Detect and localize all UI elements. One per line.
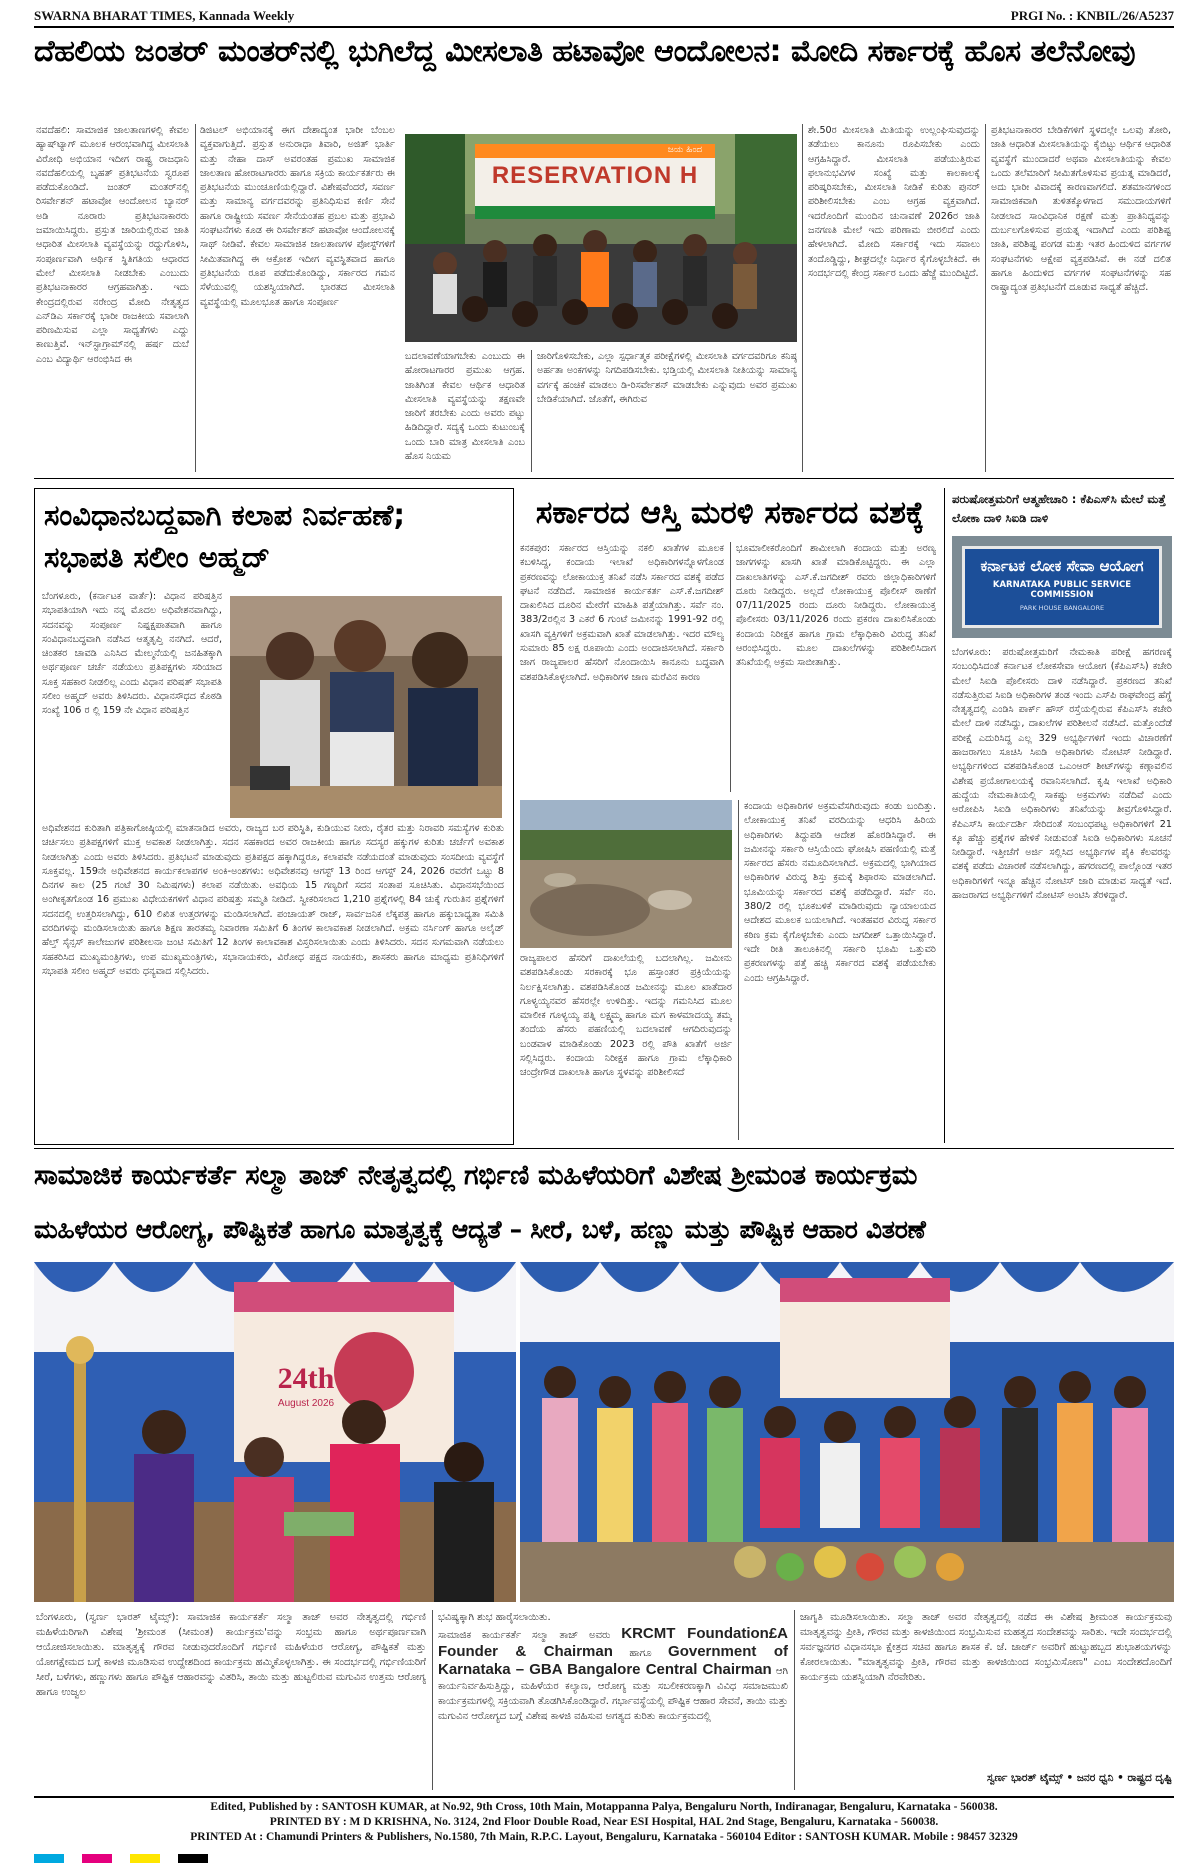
section-rule [34,478,1174,479]
top-story-col1: ನವದೆಹಲಿ: ಸಾಮಾಜಿಕ ಜಾಲತಾಣಗಳಲ್ಲಿ ಕೇವಲ ಹ್ಯಾಷ್‌ಟ್ಯಾಗ್ ಮೂಲಕ ಆರಂಭವಾಗಿದ್ದ ಮೀಸಲಾತಿ ವಿರೋಧಿ ಅಭಿಯಾನ ಇದೀಗ ರಾಷ್ಟ್ರ ರಾಜಧಾನಿ ನವದೆಹಲಿಯಲ್ಲಿ ಬೃಹತ್ ಪ್ರತಿಭಟನೆಯ ಸ್ವರೂಪ ಪಡೆದುಕೊಂಡಿದೆ. ಜಂತರ್ ಮಂತರ್‌ನಲ್ಲಿ ರಿಸರ್ವೇಶನ್ ಹಟಾವೋ ಆಂದೋಲನ ಬ್ಯಾನರ್ ಅಡಿ ನೂರಾರು ಪ್ರತಿಭಟನಾಕಾರರು ಜಮಾಯಿಸಿದ್ದರು. ಪ್ರಸ್ತುತ ಜಾರಿಯಲ್ಲಿರುವ ಜಾತಿ ಆಧಾರಿತ ಮೀಸಲಾತಿ ವ್ಯವಸ್ಥೆಯನ್ನು ರದ್ದುಗೊಳಿಸಿ, ಸಂಪೂರ್ಣವಾಗಿ ಆರ್ಥಿಕ ಸ್ಥಿತಿಗತಿಯ ಆಧಾರದ ಮೇಲೆ ಮೀಸಲಾತಿ ನೀಡಬೇಕು ಎಂಬುದು ಪ್ರತಿಭಟನಾಕಾರರ ಆಗ್ರಹವಾಗಿತ್ತು. ಇದು ಕೇಂದ್ರದಲ್ಲಿರುವ ನರೇಂದ್ರ ಮೋದಿ ನೇತೃತ್ವದ ಎನ್‌ಡಿಎ ಸರ್ಕಾರಕ್ಕೆ ಭಾರೀ ರಾಜಕೀಯ ಸವಾಲಾಗಿ ಪರಿಣಮಿಸುವ ಎಲ್ಲಾ ಸಾಧ್ಯತೆಗಳು ಎದ್ದು ಕಾಣುತ್ತಿವೆ. ಇನ್‌ಸ್ಟಾಗ್ರಾಮ್‌ನಲ್ಲಿ ಹರ್ಷ ದುಬೆ ಎಂಬ ವಿದ್ಯಾರ್ಥಿ ಆರಂಭಿಸಿದ ಈ [36,125,189,365]
ceremony-photo-right [520,1262,1174,1602]
banner-top-text: ಜಯ ಹಿಂದ [667,145,703,155]
top-story-col5: ಶೇ.50ರ ಮೀಸಲಾತಿ ಮಿತಿಯನ್ನು ಉಲ್ಲಂಘಿಸುವುದನ್ನು ತಡೆಯಲು ಕಾನೂನು ರೂಪಿಸಬೇಕು ಎಂದು ಆಗ್ರಹಿಸಿದ್ದಾರೆ. ಮೀಸಲಾತಿ ಪಡೆಯುತ್ತಿರುವ ಫಲಾನುಭವಿಗಳ ಸಂಖ್ಯೆ ಮತ್ತು ಕಾಲಕಾಲಕ್ಕೆ ಪರಿಷ್ಕರಿಸಬೇಕು, ಮೀಸಲಾತಿ ನೀಡಿಕೆ ಕುರಿತು ಪುನರ್ ಪರಿಶೀಲಿಸಬೇಕು ಎಂಬ ಆಗ್ರಹ ವ್ಯಕ್ತವಾಗಿದೆ. ಇದರೊಂದಿಗೆ ಮುಂದಿನ ಚುನಾವಣೆ 2026ರ ಜಾತಿ ಜನಗಣತಿ ಮೇಲೆ ಇದು ಪರಿಣಾಮ ಬೀರಲಿದೆ ಎಂದು ಹೇಳಲಾಗಿದೆ. ಮೋದಿ ಸರ್ಕಾರಕ್ಕೆ ಇದು ಸವಾಲು ತಂದೊಡ್ಡಿದ್ದು, ಶೀಘ್ರದಲ್ಲೇ ನಿರ್ಧಾರ ಕೈಗೊಳ್ಳಬೇಕಿದೆ. ಈ ಸಂದರ್ಭದಲ್ಲಿ ಕೇಂದ್ರ ಸರ್ಕಾರ ಒಂದು ಹೆಜ್ಜೆ ಮುಂದಿಟ್ಟಿದೆ. [808,125,980,279]
column-divider [730,542,731,792]
kpsc-sign [962,546,1162,628]
column-divider [738,800,739,1140]
bottom-col2 [438,1610,788,1790]
top-story-col2: ಡಿಜಿಟಲ್ ಅಭಿಯಾನಕ್ಕೆ ಈಗ ದೇಶಾದ್ಯಂತ ಭಾರೀ ಬೆಂಬಲ ವ್ಯಕ್ತವಾಗುತ್ತಿದೆ. ಪ್ರಸ್ತುತ ಅನುರಾಧಾ ತಿವಾರಿ, ಅಜಿತ್ ಭಾರ್ತಿ ಮತ್ತು ನೇಹಾ ದಾಸ್ ಅವರಂತಹ ಪ್ರಮುಖ ಸಾಮಾಜಿಕ ಜಾಲತಾಣ ಹೋರಾಟಗಾರರು ಹಾಗೂ ಸಕ್ರಿಯ ಕಾರ್ಯಕರ್ತರು ಈ ಪ್ರತಿಭಟನೆಯ ಮುಂಚೂಣಿಯಲ್ಲಿದ್ದಾರೆ. ವಿಶೇಷವೆಂದರೆ, ಸವರ್ಣ ಮತ್ತು ಸಾಮಾನ್ಯ ವರ್ಗದವರನ್ನು ಪ್ರತಿನಿಧಿಸುವ ಕರ್ಣಿ ಸೇನೆ ಹಾಗೂ ರಾಷ್ಟ್ರೀಯ ಸವರ್ಣ ಸೇನೆಯಂತಹ ಪ್ರಬಲ ಮತ್ತು ಪ್ರಭಾವಿ ಸಂಘಟನೆಗಳು ಕೂಡ ಈ ರಿಸರ್ವೇಶನ್ ಹಟಾವೋ ಆಂದೋಲನಕ್ಕೆ ಸಾಥ್ ನೀಡಿವೆ. ಕೇವಲ ಸಾಮಾಜಿಕ ಜಾಲತಾಣಗಳ ಪೋಸ್ಟ್‌ಗಳಿಗೆ ಸೀಮಿತವಾಗಿದ್ದ ಈ ಆಕ್ರೋಶ ಇದೀಗ ವ್ಯವಸ್ಥಿತವಾದ ಹಾಗೂ ಪ್ರತಿಭಟನೆಯ ರೂಪ ಪಡೆದುಕೊಂಡಿದ್ದು, ಸರ್ಕಾರದ ಗಮನ ಸೆಳೆಯುವಲ್ಲಿ ಯಶಸ್ವಿಯಾಗಿದೆ. ಭಾರತದ ಮೀಸಲಾತಿ ವ್ಯವಸ್ಥೆಯಲ್ಲಿ ಮೂಲಭೂತ ಹಾಗೂ ಸಂಪೂರ್ಣ [200,125,395,308]
kpsc-photo [952,536,1172,638]
protest-photo [405,134,797,342]
registration-swatch-black [178,1854,208,1863]
kpsc-body: ಬೆಂಗಳೂರು: ಪರುಷೋತ್ತಮರಿಗೆ ನೇಮಕಾತಿ ಪರೀಕ್ಷೆ ಹಗರಣಕ್ಕೆ ಸಂಬಂಧಿಸಿದಂತೆ ಕರ್ನಾಟಕ ಲೋಕಸೇವಾ ಆಯೋಗ (ಕೆಪಿಎಸ್‌ಸಿ) ಕಚೇರಿ ಮೇಲೆ ಸಿಐಡಿ ಪೊಲೀಸರು ದಾಳಿ ನಡೆಸಿದ್ದಾರೆ. ಪ್ರಕರಣದ ತನಿಖೆ ನಡೆಸುತ್ತಿರುವ ಸಿಐಡಿ ಅಧಿಕಾರಿಗಳ ತಂಡ ಇಂದು ಎಸ್‌ಪಿ ರಾಘವೇಂದ್ರ ಹೆಗ್ಡೆ ನೇತೃತ್ವದಲ್ಲಿ ಎಂಡಿಸಿ ಪಾರ್ಕ್ ಹೌಸ್ ರಸ್ತೆಯಲ್ಲಿರುವ ಕೆಪಿಎಸ್‌ಸಿ ಕಚೇರಿ ಮೇಲೆ ದಾಳಿ ನಡೆಸಿದ್ದು, ದಾಖಲೆಗಳ ಪರಿಶೀಲನೆ ನಡೆಸಿದೆ. ಮತ್ತೊಂದೆಡೆ ಪರೀಕ್ಷೆ ಎದುರಿಸಿದ್ದ ಎಲ್ಲ 329 ಅಭ್ಯರ್ಥಿಗಳಿಗೆ ಇಂದು ವಿಚಾರಣೆಗೆ ಹಾಜರಾಗಲು ಸೂಚಿಸಿ ಸಿಐಡಿ ಅಧಿಕಾರಿಗಳು ನೋಟಿಸ್ ನೀಡಿದ್ದಾರೆ. ಅಭ್ಯರ್ಥಿಗಳಿಂದ ವಶಪಡಿಸಿಕೊಂಡ ಒಎಂಆರ್ ಶೀಟ್‌ಗಳನ್ನು ಕಣ್ಗಾವಲಿನ ವಿಶೇಷ ಪ್ರಯೋಗಾಲಯಕ್ಕೆ ರವಾನಿಸಲಾಗಿದೆ. ಕೃಷಿ ಇಲಾಖೆ ಅಧಿಕಾರಿ ಹುದ್ದೆಯ ನೇಮಕಾತಿಯಲ್ಲಿ ಸಾಕಷ್ಟು ಅಕ್ರಮಗಳು ನಡೆದಿವೆ ಎಂದು ಆರೋಪಿಸಿ ಸಿಐಡಿ ಅಧಿಕಾರಿಗಳು ತನಿಖೆಯನ್ನು ತೀವ್ರಗೊಳಿಸಿದ್ದಾರೆ. ಕೆಪಿಎಸ್‌ಸಿ ಕಾರ್ಯದರ್ಶಿ ಸೇರಿದಂತೆ ಸಂಬಂಧಪಟ್ಟ ಅಧಿಕಾರಿಗಳಿಗೆ 21 ಕ್ಕೂ ಹೆಚ್ಚು ಪ್ರಶ್ನೆಗಳ ಹೇಳಿಕೆ ನೀಡುವಂತೆ ಸಿಐಡಿ ಅಧಿಕಾರಿಗಳು ಸೂಚನೆ ನೀಡಿದ್ದಾರೆ. ಇತ್ತೀಚೆಗೆ ಅರ್ಜಿ ಸಲ್ಲಿಸಿದ ಅಭ್ಯರ್ಥಿಗಳ ಪೈಕಿ ಕೆಲವರನ್ನು ವಶಕ್ಕೆ ಪಡೆದು ವಿಚಾರಣೆ ನಡೆಸಲಾಗಿದ್ದು, ಹಗರಣದಲ್ಲಿ ಪಾಲ್ಗೊಂಡ ಇತರ ಅಧಿಕಾರಿಗಳಿಗೆ ಇನ್ನೂ ಹೆಚ್ಚಿನ ನೋಟಿಸ್ ಜಾರಿ ಮಾಡುವ ಸಾಧ್ಯತೆ ಇದೆ. ಹಾಜರಾಗದ ಅಭ್ಯರ್ಥಿಗಳಿಗೆ ನೋಟಿಸ್ ಅಂಟಿಸಿ ತೆರಳಿದ್ದಾರೆ. [952,647,1172,902]
registration-swatch-cyan [34,1854,64,1863]
column-divider [195,124,196,472]
top-story-headline: ದೆಹಲಿಯ ಜಂತರ್ ಮಂತರ್‌ನಲ್ಲಿ ಭುಗಿಲೆದ್ದ ಮೀಸಲಾತಿ ಹಟಾವೋ ಆಂದೋಲನ: ಮೋದಿ ಸರ್ಕಾರಕ್ಕೆ ಹೊಸ ತಲೆನೋವು [34,34,1136,69]
masthead-rule [34,26,1174,28]
kpsc-sign-sub: PARK HOUSE BANGALORE [1019,604,1105,612]
bottom-col2-founder: KRCMT Foundation£A Founder & Chairman [438,1625,788,1660]
bottom-tagline: ಸ್ವರ್ಣ ಭಾರತ್ ಟೈಮ್ಸ್ • ಜನರ ಧ್ವನಿ • ರಾಷ್ಟ್ರದ ದೃಷ್ಟಿ [987,1772,1172,1784]
bottom-col2-mid: ಹಾಗೂ [629,1648,652,1659]
bottom-headline1: ಸಾಮಾಜಿಕ ಕಾರ್ಯಕರ್ತೆ ಸಲ್ಮಾ ತಾಜ್ ನೇತೃತ್ವದಲ್ಲಿ ಗರ್ಭಿಣಿ ಮಹಿಳೆಯರಿಗೆ ವಿಶೇಷ ಶ್ರೀಮಂತ ಕಾರ್ಯಕ್ರಮ [34,1160,918,1191]
story-three-headline: ಸರ್ಕಾರದ ಆಸ್ತಿ ಮರಳಿ ಸರ್ಕಾರದ ವಶಕ್ಕೆ [535,495,925,531]
land-photo [520,800,732,948]
top-story-col4: ಜಾರಿಗೊಳಿಸಬೇಕು, ಎಲ್ಲಾ ಸ್ಪರ್ಧಾತ್ಮಕ ಪರೀಕ್ಷೆಗಳಲ್ಲಿ ಮೀಸಲಾತಿ ವರ್ಗದವರಿಗೂ ಕನಿಷ್ಠ ಅರ್ಹತಾ ಅಂಕಗಳನ್ನು ನಿಗದಿಪಡಿಸಬೇಕು. ಭಡ್ತಿಯಲ್ಲಿ ಮೀಸಲಾತಿ ನೀತಿಯನ್ನು ಸಾಮಾನ್ಯ ವರ್ಗಕ್ಕೆ ಹಂಚಿಕೆ ಮಾಡಲು ಡಿ-ರಿಸರ್ವೇಶನ್ ಮಾಡಬೇಕು ಎನ್ನುವುದು ಅವರ ಪ್ರಮುಖ ಬೇಡಿಕೆಯಾಗಿದೆ. ಜೊತೆಗೆ, ಈಗಿರುವ [537,351,797,405]
masthead [34,4,1174,26]
kpsc-sign-kannada: ಕರ್ನಾಟಕ ಲೋಕ ಸೇವಾ ಆಯೋಗ [980,557,1144,575]
footer-publisher: Edited, Published by : SANTOSH KUMAR, at No.92, 9th Cross, 10th Main, Motappanna Palya, Bengaluru North, Indiranagar, Bengaluru, Karnataka - 560038. [210,1801,998,1813]
speaker-photo [230,596,502,818]
story-three-col1: ಕನಕಪುರ: ಸರ್ಕಾರದ ಆಸ್ತಿಯನ್ನು ನಕಲಿ ಖಾತೆಗಳ ಮೂಲಕ ಕಬಳಿಸಿದ್ದ, ಕಂದಾಯ ಇಲಾಖೆ ಅಧಿಕಾರಿಗಳನ್ನೊಳಗೊಂಡ ಪ್ರಕರಣವನ್ನು ಲೋಕಾಯುಕ್ತ ತನಿಖೆ ನಡೆಸಿ ಸರ್ಕಾರದ ವಶಕ್ಕೆ ಪಡೆದ ಘಟನೆ ನಡೆದಿದೆ. ಸಾಮಾಜಿಕ ಕಾರ್ಯಕರ್ತ ಎಸ್.ಕೆ.ಜಗದೀಶ್ ದಾಖಲಿಸಿದ ದೂರಿನ ಮೇರೆಗೆ ಮಾಹಿತಿ ಪತ್ತೆಯಾಗಿತ್ತು. ಸರ್ವೆ ನಂ. 383/2ರಲ್ಲಿನ 3 ಎಕರೆ 6 ಗುಂಟೆ ಜಮೀನನ್ನು 1991-92 ರಲ್ಲಿ ಖಾಸಗಿ ವ್ಯಕ್ತಿಗಳಿಗೆ ಅಕ್ರಮವಾಗಿ ಖಾತೆ ಮಾಡಲಾಗಿತ್ತು. ಇದರ ಮೌಲ್ಯ ಸುಮಾರು 85 ಲಕ್ಷ ರೂಪಾಯಿ ಎಂದು ಅಂದಾಜಿಸಲಾಗಿದೆ. ಸರ್ಕಾರಿ ಜಾಗ ರಾಜ್ಯಪಾಲರ ಹೆಸರಿಗೆ ನೊಂದಾಯಿಸಿ ಕಾನೂನು ಬದ್ಧವಾಗಿ ವಶಪಡಿಸಿಕೊಳ್ಳಲಾಗಿದೆ. ಅಧಿಕಾರಿಗಳ ಜಾಣ ಮರೆವಿನ ಕಾರಣ [520,543,724,683]
bottom-col3: ಜಾಗೃತಿ ಮೂಡಿಸಲಾಯಿತು. ಸಲ್ಮಾ ತಾಜ್ ಅವರ ನೇತೃತ್ವದಲ್ಲಿ ನಡೆದ ಈ ವಿಶೇಷ ಶ್ರೀಮಂತ ಕಾರ್ಯಕ್ರಮವು ಮಾತೃತ್ವವನ್ನು ಪ್ರೀತಿ, ಗೌರವ ಮತ್ತು ಕಾಳಜಿಯಿಂದ ಸಂಭ್ರಮಿಸುವ ಮಹತ್ವದ ಸಂದೇಶವನ್ನು ಸಾರಿತು. ಇದೇ ಸಂದರ್ಭದಲ್ಲಿ ಸರ್ವಜ್ಞನಗರ ವಿಧಾನಸಭಾ ಕ್ಷೇತ್ರದ ಸಚಿವ ಹಾಗೂ ಶಾಸಕ ಕೆ. ಜೆ. ಜಾರ್ಜ್ ಅವರಿಗೆ ಹುಟ್ಟುಹಬ್ಬದ ಶುಭಾಶಯಗಳನ್ನು ಕೋರಲಾಯಿತು. "ಮಾತೃತ್ವವನ್ನು ಪ್ರೀತಿ, ಗೌರವ ಮತ್ತು ಕಾಳಜಿಯಿಂದ ಸಂಭ್ರಮಿಸೋಣ" ಎಂಬ ಸಂದೇಶದೊಂದಿಗೆ ಕಾರ್ಯಕ್ರಮ ಯಶಸ್ವಿಯಾಗಿ ನೆರವೇರಿತು. [800,1612,1172,1683]
banner-text: RESERVATION H [491,162,699,189]
bottom-col2-rest: ಆಗಿ ಕಾರ್ಯನಿರ್ವಹಿಸುತ್ತಿದ್ದು, ಮಹಿಳೆಯರ ಕಲ್ಯಾಣ, ಆರೋಗ್ಯ ಮತ್ತು ಸಬಲೀಕರಣಕ್ಕಾಗಿ ವಿವಿಧ ಸಮಾಜಮುಖಿ ಕಾರ್ಯಕ್ರಮಗಳಲ್ಲಿ ಸಕ್ರಿಯವಾಗಿ ತೊಡಗಿಸಿಕೊಂಡಿದ್ದಾರೆ. ಗರ್ಭಾವಸ್ಥೆಯಲ್ಲಿ ಪೌಷ್ಟಿಕ ಆಹಾರ ಸೇವನೆ, ತಾಯಿ ಮತ್ತು ಮಗುವಿನ ಆರೋಗ್ಯದ ಬಗ್ಗೆ ವಿಶೇಷ ಕಾಳಜಿ ವಹಿಸುವ ಅಗತ್ಯದ ಕುರಿತು ಕಾರ್ಯಕ್ರಮದಲ್ಲಿ [438,1666,788,1722]
bottom-col2-pre: ಸಾಮಾಜಿಕ ಕಾರ್ಯಕರ್ತೆ ಸಲ್ಮಾ ತಾಜ್ ಅವರು [438,1630,611,1641]
column-divider [432,1610,433,1790]
top-story-col3: ಬದಲಾವಣೆಯಾಗಬೇಕು ಎಂಬುದು ಈ ಹೋರಾಟಗಾರರ ಪ್ರಮುಖ ಆಗ್ರಹ. ಜಾತಿಗಿಂತ ಕೇವಲ ಆರ್ಥಿಕ ಆಧಾರಿತ ಮೀಸಲಾತಿ ವ್ಯವಸ್ಥೆಯನ್ನು ತಕ್ಷಣವೇ ಜಾರಿಗೆ ತರಬೇಕು ಎಂದು ಅವರು ಪಟ್ಟು ಹಿಡಿದಿದ್ದಾರೆ. ಸದ್ಯಕ್ಕೆ ಒಂದು ಕುಟುಂಬಕ್ಕೆ ಒಂದು ಬಾರಿ ಮಾತ್ರ ಮೀಸಲಾತಿ ಎಂಬ ಹೊಸ ನಿಯಮ [405,351,525,463]
story-three-col2: ಭೂಮಾಲೀಕರೊಂದಿಗೆ ಶಾಮೀಲಾಗಿ ಕಂದಾಯ ಮತ್ತು ಅರಣ್ಯ ಜಾಗಗಳನ್ನು ಖಾಸಗಿ ಖಾತೆ ಮಾಡಿಕೊಟ್ಟಿದ್ದರು. ಈ ಎಲ್ಲಾ ದಾಖಲಾತಿಗಳನ್ನು ಎಸ್.ಕೆ.ಜಗದೀಶ್ ರವರು ಜಿಲ್ಲಾಧಿಕಾರಿಗಳಿಗೆ ದೂರು ನೀಡಿದ್ದರು. ಅಲ್ಲದೆ ಲೋಕಾಯುಕ್ತ ಪೊಲೀಸ್ ಠಾಣೆಗೆ 07/11/2025 ರಂದು ದೂರು ನೀಡಿದ್ದರು. ಲೋಕಾಯುಕ್ತ ಪೊಲೀಸರು 03/11/2026 ರಂದು ಪ್ರಕರಣ ದಾಖಲಿಸಿಕೊಂಡು ಕಂದಾಯ ನಿರೀಕ್ಷಕ ಹಾಗೂ ಗ್ರಾಮ ಲೆಕ್ಕಾಧಿಕಾರಿ ವಿರುದ್ಧ ತನಿಖೆ ಆರಂಭಿಸಿದ್ದರು. ಮೂಲ ದಾಖಲೆಗಳನ್ನು ಪರಿಶೀಲಿಸಿದಾಗ ತನಿಖೆಯಲ್ಲಿ ಅಕ್ರಮ ಸಾಬೀತಾಗಿತ್ತು. [736,543,936,669]
section-rule [34,1148,1174,1149]
story-two-body: ಅಧಿವೇಶನದ ಕುರಿತಾಗಿ ಪತ್ರಿಕಾಗೋಷ್ಠಿಯಲ್ಲಿ ಮಾತನಾಡಿದ ಅವರು, ರಾಜ್ಯದ ಬರ ಪರಿಸ್ಥಿತಿ, ಕುಡಿಯುವ ನೀರು, ರೈತರ ಮತ್ತು ನಿರಾವರಿ ಸಮಸ್ಯೆಗಳ ಕುರಿತು ಚರ್ಚಿಸಲು ಪ್ರತಿಪಕ್ಷಗಳಿಗೆ ಮುಕ್ತ ಅವಕಾಶ ನೀಡಲಾಗಿತ್ತು. ಸದನ ಸಹಕಾರದ ಅವರ ರಾಜಕೀಯ ಹಾಗೂ ಸದಸ್ಯರ ಹಕ್ಕುಗಳ ಕುರಿತು ಚರ್ಚೆಗೆ ಅವಕಾಶ ನೀಡಲಾಗಿತ್ತು ಎಂದು ಅವರು ತಿಳಿಸಿದರು. ಪ್ರತಿಭಟನೆ ಮಾಡುವುದು ಪ್ರತಿಪಕ್ಷದ ಹಕ್ಕಾಗಿದ್ದರೂ, ಕಲಾಪವೇ ನಡೆಯದಂತೆ ಮಾಡುವುದು ಸಂಸದೀಯ ವ್ಯವಸ್ಥೆಗೆ ಸೂಕ್ತವಲ್ಲ. 159ನೇ ಅಧಿವೇಶನದ ಕಾರ್ಯಕಲಾಪಗಳ ಅಂಕಿ-ಅಂಶಗಳು: ಅಧಿವೇಶನವು ಆಗಸ್ಟ್ 13 ರಿಂದ ಆಗಸ್ಟ್ 24, 2026 ರವರೆಗೆ ಒಟ್ಟು 8 ದಿನಗಳ ಕಾಲ (25 ಗಂಟೆ 30 ನಿಮಿಷಗಳು) ಕಲಾಪ ನಡೆಯಿತು. ಅವಧಿಯ 15 ಗಣ್ಯರಿಗೆ ಸದನ ಸಂತಾಪ ಸೂಚಿಸಿತು. ವಿಧಾನಸಭೆಯಿಂದ ಅಂಗೀಕೃತಗೊಂಡ 16 ಪ್ರಮುಖ ವಿಧೇಯಕಗಳಿಗೆ ವಿಧಾನ ಪರಿಷತ್ತು ಸಮ್ಮತಿ ನೀಡಿದೆ. ಸ್ವೀಕರಿಸಲಾದ 1,210 ಪ್ರಶ್ನೆಗಳಲ್ಲಿ 84 ಚುಕ್ಕೆ ಗುರುತಿನ ಪ್ರಶ್ನೆಗಳಿಗೆ ಸದನದಲ್ಲಿ ಉತ್ತರಿಸಲಾಗಿದ್ದು, 610 ಲಿಖಿತ ಉತ್ತರಗಳನ್ನು ಮಂಡಿಸಲಾಗಿದೆ. ಪಂಚಾಯತ್ ರಾಜ್, ಸಾರ್ವಜನಿಕ ಲೆಕ್ಕಪತ್ರ ಹಾಗೂ ಹಕ್ಕುಬಾಧ್ಯತಾ ಸಮಿತಿ ವರದಿಗಳನ್ನು ಮಂಡಿಸಲಾಯಿತು ಹಾಗೂ ಶಿಕ್ಷಣ ತಾರತಮ್ಯ ನಿವಾರಣಾ ಸಮಿತಿಗೆ 6 ತಿಂಗಳ ಕಾಲಾವಕಾಶ ನೀಡಲಾಗಿದೆ. ಅಕ್ರಮ ನರ್ಸಿಂಗ್ ಹಾಗೂ ಅಲೈಡ್ ಹೆಲ್ತ್ ಸೈನ್ಸಸ್ ಕಾಲೇಜುಗಳ ಪರಿಶೀಲನಾ ಜಂಟಿ ಸಮಿತಿಗೆ 12 ತಿಂಗಳ ಕಾಲಾವಕಾಶ ವಿಸ್ತರಿಸಲಾಯಿತು ಎಂದು ತಿಳಿಸಿದರು. ಸದನ ಸುಗಮವಾಗಿ ನಡೆಯಲು ಸಹಕರಿಸಿದ ಮುಖ್ಯಮಂತ್ರಿಗಳು, ಉಪ ಮುಖ್ಯಮಂತ್ರಿಗಳು, ಸಭಾನಾಯಕರು, ವಿರೋಧ ಪಕ್ಷದ ನಾಯಕರು, ಶಾಸಕರು ಹಾಗೂ ಮಾಧ್ಯಮ ಪ್ರತಿನಿಧಿಗಳಿಗೆ ಸಭಾಪತಿ ಸಲೀಂ ಅಹ್ಮದ್ ಅವರು ಧನ್ಯವಾದ ಸಲ್ಲಿಸಿದರು. [42,823,504,977]
bottom-col2-chairman: Government of Karnataka – GBA Bangalore Central Chairman [438,1643,788,1678]
registration-swatch-yellow [130,1854,160,1863]
column-divider [794,1610,795,1790]
bottom-col2-top: ಭವಿಷ್ಯಕ್ಕಾಗಿ ಶುಭ ಹಾರೈಸಲಾಯಿತು. [438,1612,551,1623]
column-divider [985,124,986,472]
kpsc-sign-english: KARNATAKA PUBLIC SERVICE COMMISSION [992,580,1132,600]
ceremony-photo-right-illustration [520,1262,1174,1602]
story-two-headline-line2: ಸಭಾಪತಿ ಸಲೀಂ ಅಹ್ಮದ್ [44,540,270,574]
masthead-registration: PRGI No. : KNBIL/26/A5237 [1010,8,1174,23]
footer-imprint [34,1800,1174,1845]
story-three-col2b: ಕಂದಾಯ ಅಧಿಕಾರಿಗಳ ಅಕ್ರಮವೆಸಗಿರುವುದು ಕಂಡು ಬಂದಿತ್ತು. ಲೋಕಾಯುಕ್ತ ತನಿಖೆ ವರದಿಯನ್ನು ಆಧರಿಸಿ ಹಿರಿಯ ಅಧಿಕಾರಿಗಳು ತಿದ್ದುಪಡಿ ಆದೇಶ ಹೊರಡಿಸಿದ್ದಾರೆ. ಈ ಜಮೀನನ್ನು ಸರ್ಕಾರಿ ಆಸ್ತಿಯೆಂದು ಘೋಷಿಸಿ ಪಹಣಿಯಲ್ಲಿ ಮತ್ತೆ ಸರ್ಕಾರದ ಹೆಸರು ನಮೂದಿಸಲಾಗಿದೆ. ಅಕ್ರಮದಲ್ಲಿ ಭಾಗಿಯಾದ ಅಧಿಕಾರಿಗಳ ವಿರುದ್ಧ ಶಿಸ್ತು ಕ್ರಮಕ್ಕೆ ಶಿಫಾರಸು ಮಾಡಲಾಗಿದೆ. ಭೂಮಿಯನ್ನು ಸರ್ಕಾರದ ವಶಕ್ಕೆ ಪಡೆದಿದ್ದಾರೆ. ಸರ್ವೆ ನಂ. 380/2 ರಲ್ಲಿ ಭೂಕಬಳಿಕೆ ಮಾಡಿರುವುದು ನ್ಯಾಯಾಲಯದ ಆದೇಶದ ಮೂಲಕ ಬಯಲಾಗಿದೆ. ಇಂತಹವರ ವಿರುದ್ಧ ಸರ್ಕಾರ ಕಠಿಣ ಕ್ರಮ ಕೈಗೊಳ್ಳಬೇಕು ಎಂದು ಜಗದೀಶ್ ಒತ್ತಾಯಿಸಿದ್ದಾರೆ. ಇದೇ ರೀತಿ ತಾಲೂಕಿನಲ್ಲಿ ಸರ್ಕಾರಿ ಭೂಮಿ ಒತ್ತುವರಿ ಪ್ರಕರಣಗಳನ್ನು ಪತ್ತೆ ಹಚ್ಚಿ ಸರ್ಕಾರದ ವಶಕ್ಕೆ ಪಡೆಯಬೇಕು ಎಂದು ಆಗ್ರಹಿಸಿದ್ದಾರೆ. [744,801,936,984]
footer-rule [34,1796,1174,1798]
speaker-photo-illustration [230,596,502,818]
masthead-title: SWARNA BHARAT TIMES, Kannada Weekly [34,8,295,23]
bottom-headline2: ಮಹಿಳೆಯರ ಆರೋಗ್ಯ, ಪೌಷ್ಟಿಕತೆ ಹಾಗೂ ಮಾತೃತ್ವಕ್ಕೆ ಆದ್ಯತೆ – ಸೀರೆ, ಬಳೆ, ಹಣ್ಣು ಮತ್ತು ಪೌಷ್ಟಿಕ ಆಹಾರ ವಿತರಣೆ [34,1215,926,1244]
column-divider [531,350,532,472]
story-two-col1: ಬೆಂಗಳೂರು, (ಕರ್ನಾಟಕ ವಾರ್ತೆ): ವಿಧಾನ ಪರಿಷತ್ತಿನ ಸಭಾಪತಿಯಾಗಿ ಇದು ನನ್ನ ಮೊದಲ ಅಧಿವೇಶನವಾಗಿದ್ದು, ಸದನವನ್ನು ಸಂಪೂರ್ಣ ನಿಷ್ಪಕ್ಷಪಾತವಾಗಿ ಹಾಗೂ ಸಂವಿಧಾನಬದ್ಧವಾಗಿ ನಡೆಸಿದ ಆತ್ಮತೃಪ್ತಿ ನನಗಿದೆ. ಆದರೆ, ಚಿಂತಕರ ಚಾವಡಿ ಎನಿಸಿದ ಮೇಲ್ಮನೆಯಲ್ಲಿ ಜನಹಿತಕ್ಕಾಗಿ ಅರ್ಥಪೂರ್ಣ ಚರ್ಚೆ ನಡೆಯಲು ಪ್ರತಿಪಕ್ಷಗಳು ಸರಿಯಾದ ಸೂಕ್ತ ಸಹಕಾರ ನೀಡಲಿಲ್ಲ ಎಂದು ವಿಧಾನ ಪರಿಷತ್ ಸಭಾಪತಿ ಸಲೀಂ ಅಹ್ಮದ್ ಅವರು ತಿಳಿಸಿದರು. ವಿಧಾನಸೌಧದ ಕೊಠಡಿ ಸಂಖ್ಯೆ 106 ರ ಲ್ಲಿ 159 ನೇ ವಿಧಾನ ಪರಿಷತ್ತಿನ [42,591,222,717]
story-two-headline-line1: ಸಂವಿಧಾನಬದ್ಧವಾಗಿ ಕಲಾಪ ನಿರ್ವಹಣೆ; [44,498,405,532]
bottom-col1: ಬೆಂಗಳೂರು, (ಸ್ವರ್ಣ ಭಾರತ್ ಟೈಮ್ಸ್): ಸಾಮಾಜಿಕ ಕಾರ್ಯಕರ್ತೆ ಸಲ್ಮಾ ತಾಜ್ ಅವರ ನೇತೃತ್ವದಲ್ಲಿ ಗರ್ಭಿಣಿ ಮಹಿಳೆಯರಿಗಾಗಿ ವಿಶೇಷ 'ಶ್ರೀಮಂತ (ಸೀಮಂತ) ಕಾರ್ಯಕ್ರಮ'ವನ್ನು ಸಂಭ್ರಮ ಹಾಗೂ ಅರ್ಥಪೂರ್ಣವಾಗಿ ಆಯೋಜಿಸಲಾಯಿತು. ಮಾತೃತ್ವಕ್ಕೆ ಗೌರವ ನೀಡುವುದರೊಂದಿಗೆ ಗರ್ಭಿಣಿ ಮಹಿಳೆಯರ ಆರೋಗ್ಯ, ಪೌಷ್ಟಿಕತೆ ಮತ್ತು ಯೋಗಕ್ಷೇಮದ ಬಗ್ಗೆ ಕಾಳಜಿ ಮೂಡಿಸುವ ಉದ್ದೇಶದಿಂದ ಕಾರ್ಯಕ್ರಮ ಹಮ್ಮಿಕೊಳ್ಳಲಾಗಿತ್ತು. ಈ ಸಂದರ್ಭದಲ್ಲಿ ಗರ್ಭಿಣಿಯರಿಗೆ ಸೀರೆ, ಬಳೆಗಳು, ಹಣ್ಣುಗಳು ಹಾಗೂ ಪೌಷ್ಟಿಕ ಆಹಾರವನ್ನು ವಿತರಿಸಿ, ತಾಯಿ ಮತ್ತು ಹುಟ್ಟಲಿರುವ ಮಗುವಿನ ಉತ್ತಮ ಆರೋಗ್ಯ ಹಾಗೂ ಉಜ್ವಲ [36,1612,426,1698]
kpsc-kicker: ಪರುಷೋತ್ತಮರಿಗೆ ಆತ್ಮಹೇಚಾರಿ : ಕೆಪಿಎಸ್‌ಸಿ ಮೇಲೆ ಮತ್ತೆ ಲೋಕಾ ದಾಳಿ ಸಿಐಡಿ ದಾಳಿ [952,492,1166,525]
footer-printer: PRINTED BY : M D KRISHNA, No. 3124, 2nd Floor Double Road, Near ESI Hospital, HAL 2nd Stage, Bengaluru, Karnataka - 560038. [269,1816,939,1828]
ceremony-photo-left [34,1262,516,1602]
registration-swatch-magenta [82,1854,112,1863]
story-three-col1b: ರಾಜ್ಯಪಾಲರ ಹೆಸರಿಗೆ ದಾಖಲೆಯಲ್ಲಿ ಬದಲಾಗಿಲ್ಲ. ಜಮೀನು ವಶಪಡಿಸಿಕೊಂಡು ಸರಕಾರಕ್ಕೆ ಭೂ ಹಸ್ತಾಂತರ ಪ್ರಕ್ರಿಯೆಯನ್ನು ನಿರ್ಲಕ್ಷಿಸಲಾಗಿತ್ತು. ವಶಪಡಿಸಿಕೊಂಡ ಜಮೀನನ್ನು ಮೂಲ ಖಾತೆದಾರ ಗೂಳ್ಯಯ್ಯನವರ ಹೆಸರಲ್ಲೇ ಉಳಿದಿತ್ತು. ಇದನ್ನು ಗಮನಿಸಿದ ಮೂಲ ಮಾಲೀಕ ಗೂಳ್ಯಯ್ಯ ಪತ್ನಿ ಲಕ್ಷ್ಮಮ್ಮ ಹಾಗೂ ಮಗ ಕಾಳಮಾದಯ್ಯ ತಮ್ಮ ತಂದೆಯ ಹೆಸರು ಪಹಣಿಯಲ್ಲಿ ಬದಲಾವಣೆ ಆಗದಿರುವುದನ್ನು ಬಂಡವಾಳ ಮಾಡಿಕೊಂಡು 2023 ರಲ್ಲಿ ಪೌತಿ ಖಾತೆಗೆ ಅರ್ಜಿ ಸಲ್ಲಿಸಿದ್ದರು. ಕಂದಾಯ ನಿರೀಕ್ಷಕ ಹಾಗೂ ಗ್ರಾಮ ಲೆಕ್ಕಾಧಿಕಾರಿ ಚಂದ್ರೇಗೌಡ ದಾಖಲಾತಿ ಹಾಗೂ ಸ್ಥಳವನ್ನು ಪರಿಶೀಲಿಸದೆ [520,953,732,1079]
column-divider [802,124,803,472]
poster-month: August 2026 [277,1398,335,1409]
ceremony-photo-left-illustration [34,1262,516,1602]
footer-press: PRINTED At : Chamundi Printers & Publishers, No.1580, 7th Main, R.P.C. Layout, Bengaluru, Karnataka - 560104 Editor : SANTOSH KUMAR. Mobile : 98457 32329 [190,1831,1018,1843]
top-story-col6: ಪ್ರತಿಭಟನಾಕಾರರ ಬೇಡಿಕೆಗಳಿಗೆ ಸ್ಥಳದಲ್ಲೇ ಒಲವು ತೋರಿ, ಜಾತಿ ಆಧಾರಿತ ಮೀಸಲಾತಿಯನ್ನು ಕೈಬಿಟ್ಟು ಆರ್ಥಿಕ ಆಧಾರಿತ ವ್ಯವಸ್ಥೆಗೆ ಮುಂದಾದರೆ ಅಥವಾ ಮೀಸಲಾತಿಯನ್ನು ಕೇವಲ ಒಂದು ತಲೆಮಾರಿಗೆ ಸೀಮಿತಗೊಳಿಸುವ ಪ್ರಯತ್ನ ಮಾಡಿದರೆ, ಅದು ಭಾರೀ ವಿವಾದಕ್ಕೆ ಕಾರಣವಾಗಲಿದೆ. ಶತಮಾನಗಳಿಂದ ಸಾಮಾಜಿಕವಾಗಿ ತುಳಿತಕ್ಕೊಳಗಾದ ಸಮುದಾಯಗಳಿಗೆ ನೀಡಲಾದ ಸಾಂವಿಧಾನಿಕ ರಕ್ಷಣೆ ಮತ್ತು ಪ್ರಾತಿನಿಧ್ಯವನ್ನು ದುರ್ಬಲಗೊಳಿಸುವ ಪ್ರಯತ್ನ ಇದಾಗಿದೆ ಎಂದು ಪರಿಶಿಷ್ಟ ಜಾತಿ, ಪರಿಶಿಷ್ಟ ಪಂಗಡ ಮತ್ತು ಇತರ ಹಿಂದುಳಿದ ವರ್ಗಗಳ ಸಂಘಟನೆಗಳು ಆಕ್ಷೇಪ ವ್ಯಕ್ತಪಡಿಸಿವೆ. ಈ ನಡೆ ದಲಿತ ಹಾಗೂ ಹಿಂದುಳಿದ ವರ್ಗಗಳ ಸಂಘಟನೆಗಳನ್ನು ಸಹ ರಾಷ್ಟ್ರಾದ್ಯಂತ ಪ್ರತಿಭಟನೆಗೆ ದೂಡುವ ಸಾಧ್ಯತೆ ಹೆಚ್ಚಿದೆ. [991,125,1171,294]
land-photo-illustration [520,800,732,948]
poster-date: 24th [277,1362,335,1395]
column-divider [944,488,945,1143]
